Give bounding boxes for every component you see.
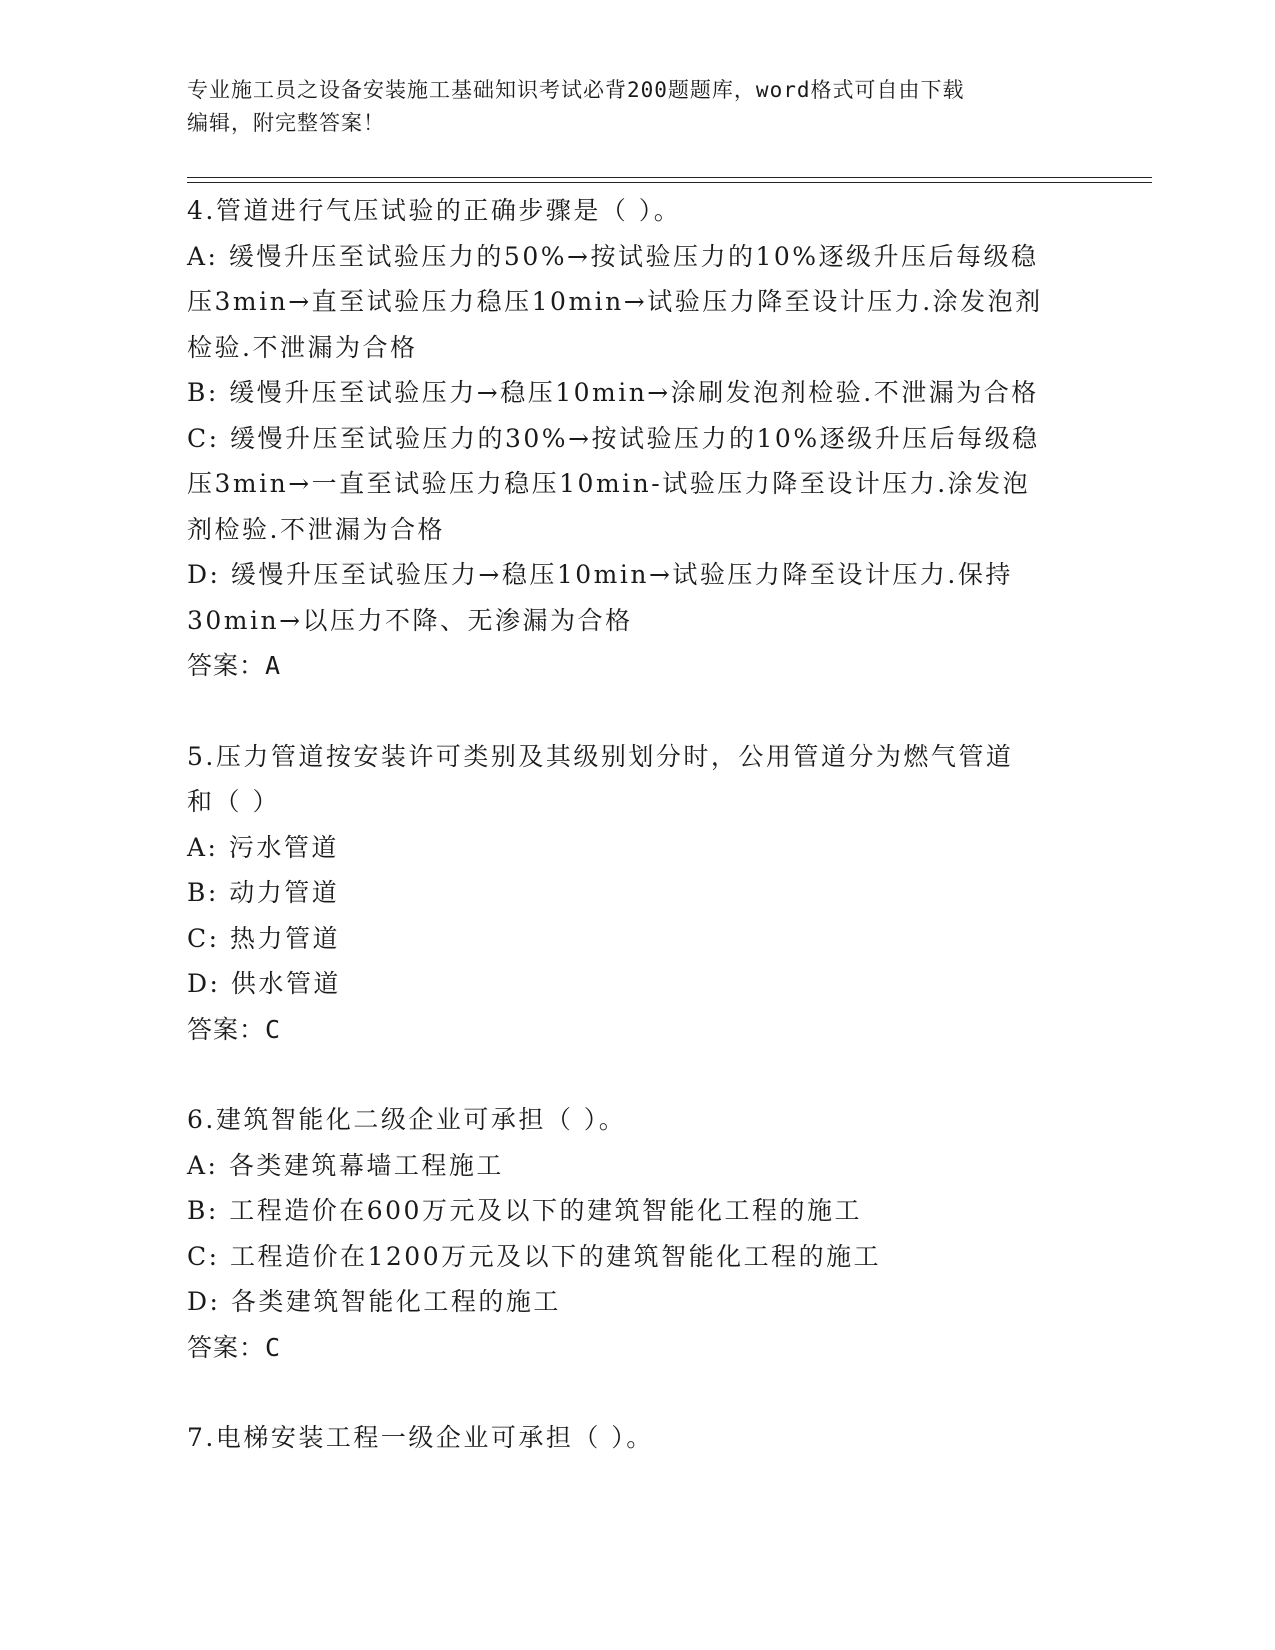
option-b: B: 动力管道 — [187, 878, 340, 907]
option-a: 压3min→直至试验压力稳压10min→试验压力降至设计压力.涂发泡剂 — [187, 287, 1043, 316]
question-4 — [187, 188, 1107, 689]
option-d: D: 各类建筑智能化工程的施工 — [187, 1287, 561, 1316]
question-7 — [187, 1415, 1107, 1461]
question-stem: 和（ ） — [187, 787, 280, 816]
option-a: A: 缓慢升压至试验压力的50%→按试验压力的10%逐级升压后每级稳 — [187, 241, 1039, 271]
option-d: D: 缓慢升压至试验压力→稳压10min→试验压力降至设计压力.保持 — [187, 560, 1013, 589]
question-stem: 4.管道进行气压试验的正确步骤是（ ）。 — [187, 196, 682, 225]
question-stem: 7.电梯安装工程一级企业可承担（ ）。 — [187, 1423, 654, 1452]
option-b: B: 缓慢升压至试验压力→稳压10min→涂刷发泡剂检验.不泄漏为合格 — [187, 378, 1039, 407]
header-line-2: 编辑，附完整答案！ — [187, 111, 385, 135]
answer: 答案：C — [187, 1014, 282, 1044]
option-d: D: 供水管道 — [187, 969, 341, 998]
question-stem: 5.压力管道按安装许可类别及其级别划分时，公用管道分为燃气管道 — [187, 741, 1014, 771]
option-c: C: 缓慢升压至试验压力的30%→按试验压力的10%逐级升压后每级稳 — [187, 423, 1040, 453]
option-a: A: 各类建筑幕墙工程施工 — [187, 1150, 504, 1180]
question-stem: 6.建筑智能化二级企业可承担（ ）。 — [187, 1105, 627, 1134]
option-c: C: 热力管道 — [187, 923, 340, 953]
option-c: C: 工程造价在1200万元及以下的建筑智能化工程的施工 — [187, 1241, 882, 1271]
option-d: 30min→以压力不降、无渗漏为合格 — [187, 605, 633, 635]
option-b: B: 工程造价在600万元及以下的建筑智能化工程的施工 — [187, 1196, 862, 1225]
header-divider-top — [187, 177, 1152, 178]
answer: 答案：A — [187, 651, 282, 680]
question-6 — [187, 1097, 1107, 1370]
option-c: 剂检验.不泄漏为合格 — [187, 514, 445, 544]
answer: 答案：C — [187, 1332, 282, 1362]
question-list — [187, 188, 1107, 1506]
option-a: 检验.不泄漏为合格 — [187, 332, 418, 362]
header-divider-bottom — [187, 182, 1152, 183]
option-a: A: 污水管道 — [187, 832, 339, 862]
document-header — [187, 74, 1087, 140]
header-line-1: 专业施工员之设备安装施工基础知识考试必背200题题库，word格式可自由下载 — [187, 78, 965, 102]
option-c: 压3min→一直至试验压力稳压10min-试验压力降至设计压力.涂发泡 — [187, 469, 1031, 498]
question-5 — [187, 734, 1107, 1053]
